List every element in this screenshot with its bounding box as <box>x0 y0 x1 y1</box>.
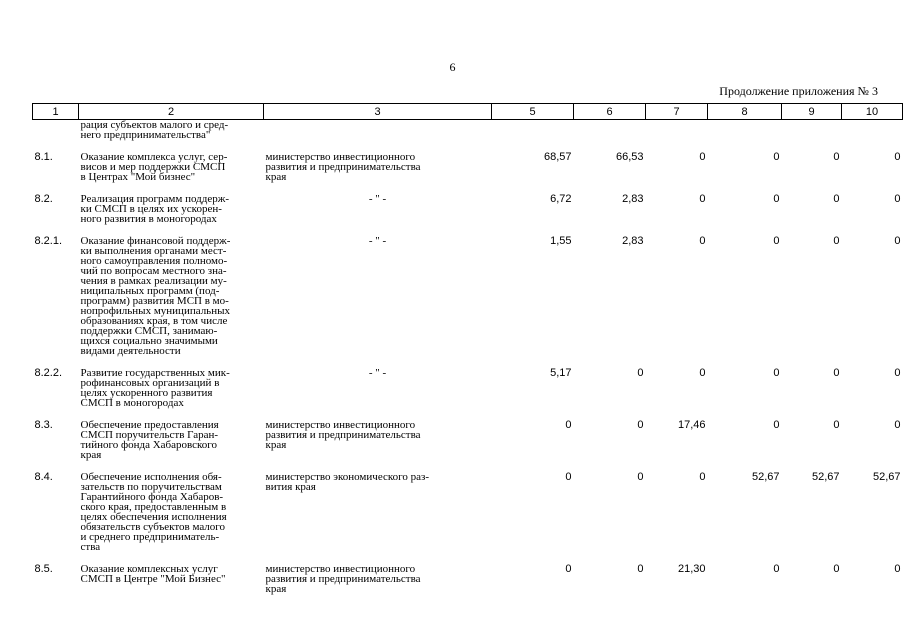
row-description: Оказание финансовой поддерж- ки выполнения органами мест- ного самоуправления полномо- чий по вопросам местного зна- чения в рамках реализации му- ниципальных программ (под- программ) развития МСП в мо- нопрофильных муниципальных образованиях края, в том числе поддержки СМСП, занимаю- щихся социально значимыми видами деятельности <box>80 235 231 357</box>
row-value: 2,83 <box>622 193 644 205</box>
header-cell: 2 <box>79 104 264 120</box>
row-value: 68,57 <box>543 151 572 163</box>
row-value: 52,67 <box>751 471 780 483</box>
row-value: 0 <box>773 235 780 247</box>
table-row <box>33 152 903 194</box>
row-value: 0 <box>699 151 706 163</box>
row-value: 0 <box>773 563 780 575</box>
row-value: 0 <box>833 235 840 247</box>
row-number: 8.3. <box>34 419 53 431</box>
row-value: 0 <box>637 471 644 483</box>
table-row <box>33 236 903 368</box>
row-description: Развитие государственных мик- рофинансовых организаций в целях ускоренного развития СМСП в моногородах <box>80 367 230 409</box>
row-value: 0 <box>699 193 706 205</box>
header-cell: 5 <box>492 104 574 120</box>
row-description: Оказание комплекса услуг, сер- висов и мер поддержки СМСП в Центрах "Мой бизнес" <box>80 151 228 183</box>
row-value: 21,30 <box>677 563 706 575</box>
table-row <box>33 564 903 606</box>
row-value: 1,55 <box>550 235 572 247</box>
row-value: 0 <box>565 419 572 431</box>
header-cell: 8 <box>708 104 782 120</box>
header-cell: 3 <box>264 104 492 120</box>
row-value: 2,83 <box>622 235 644 247</box>
row-value: 0 <box>637 367 644 379</box>
carryover-text: рация субъектов малого и сред- него предпринимательства" <box>80 119 229 141</box>
row-value: 0 <box>565 563 572 575</box>
row-value: 0 <box>833 419 840 431</box>
header-cell: 6 <box>574 104 646 120</box>
row-responsible: министерство экономического раз- вития края <box>265 471 430 493</box>
carryover-row <box>33 120 903 153</box>
header-cell: 7 <box>646 104 708 120</box>
row-number: 8.2.1. <box>34 235 63 247</box>
row-number: 8.5. <box>34 563 53 575</box>
row-description: Обеспечение предоставления СМСП поручительств Гаран- тийного фонда Хабаровского края <box>80 419 219 461</box>
row-value: 17,46 <box>677 419 706 431</box>
table-row <box>33 420 903 472</box>
row-value: 0 <box>699 235 706 247</box>
row-value: 0 <box>699 367 706 379</box>
row-value: 0 <box>637 419 644 431</box>
row-value: 0 <box>637 563 644 575</box>
row-number: 8.4. <box>34 471 53 483</box>
row-responsible: министерство инвестиционного развития и предпринимательства края <box>265 419 421 451</box>
row-value: 66,53 <box>615 151 644 163</box>
page-number: 6 <box>449 60 456 74</box>
row-value: 0 <box>894 563 901 575</box>
row-value: 0 <box>833 563 840 575</box>
row-value: 0 <box>833 151 840 163</box>
row-responsible: министерство инвестиционного развития и предпринимательства края <box>265 563 421 595</box>
row-value: 0 <box>773 367 780 379</box>
header-row <box>33 104 903 120</box>
row-value: 0 <box>833 367 840 379</box>
row-responsible: - " - <box>368 367 387 379</box>
continuation-label: Продолжение приложения № 3 <box>719 84 878 98</box>
header-cell: 1 <box>33 104 79 120</box>
row-value: 0 <box>894 419 901 431</box>
row-value: 6,72 <box>550 193 572 205</box>
table-row <box>33 368 903 420</box>
row-responsible: - " - <box>368 193 387 205</box>
row-value: 0 <box>565 471 572 483</box>
row-description: Обеспечение исполнения обя- зательств по поручительствам Гарантийного фонда Хабаров- ского края, предоставленным в целях обеспечения исполнения обязательств субъектов малого и среднего предприниматель- ства <box>80 471 227 553</box>
row-description: Оказание комплексных услуг СМСП в Центре "Мой Бизнес" <box>80 563 226 585</box>
row-value: 0 <box>894 367 901 379</box>
row-value: 52,67 <box>872 471 901 483</box>
row-number: 8.1. <box>34 151 53 163</box>
row-value: 0 <box>894 151 901 163</box>
row-number: 8.2. <box>34 193 53 205</box>
table-row <box>33 194 903 236</box>
row-value: 0 <box>773 151 780 163</box>
table-row <box>33 472 903 564</box>
row-value: 0 <box>773 193 780 205</box>
row-value: 0 <box>894 193 901 205</box>
row-description: Реализация программ поддерж- ки СМСП в целях их ускорен- ного развития в моногородах <box>80 193 230 225</box>
row-responsible: министерство инвестиционного развития и предпринимательства края <box>265 151 421 183</box>
row-value: 5,17 <box>550 367 572 379</box>
row-value: 0 <box>699 471 706 483</box>
row-value: 0 <box>894 235 901 247</box>
document-table <box>32 103 903 606</box>
row-value: 0 <box>773 419 780 431</box>
row-number: 8.2.2. <box>34 367 63 379</box>
row-responsible: - " - <box>368 235 387 247</box>
row-value: 0 <box>833 193 840 205</box>
row-value: 52,67 <box>811 471 840 483</box>
header-cell: 9 <box>782 104 842 120</box>
header-cell: 10 <box>842 104 903 120</box>
